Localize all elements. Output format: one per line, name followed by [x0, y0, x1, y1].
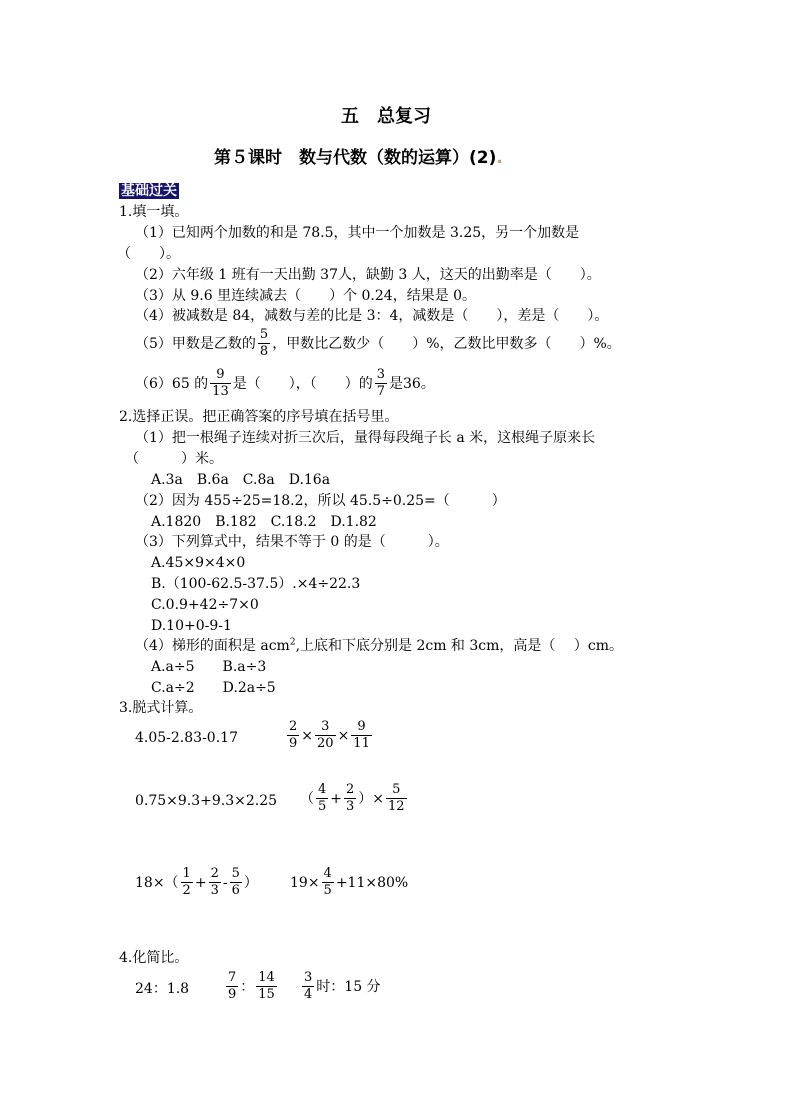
q3-expr2	[285, 719, 374, 752]
numerator: 5	[386, 782, 407, 799]
fraction	[386, 782, 407, 815]
numerator: 9	[351, 719, 372, 736]
denominator: 4	[304, 987, 313, 1002]
denominator: 12	[388, 799, 405, 814]
numerator: 14	[258, 970, 275, 985]
numerator: 4	[318, 782, 327, 797]
fraction	[316, 782, 328, 815]
fraction	[230, 866, 242, 899]
colon: ：	[240, 978, 255, 995]
denominator: 5	[318, 799, 327, 814]
fraction	[322, 866, 334, 899]
q3-expr4	[300, 782, 409, 815]
numerator: 2	[210, 866, 219, 881]
q1-item5	[135, 327, 621, 360]
q2-item1-options: A.3a B.6a C.8a D.16a	[151, 472, 331, 488]
plus-sign: +	[330, 790, 343, 807]
q4-ratio3	[300, 970, 381, 1003]
q3-expr1: 4.05-2.83-0.17	[135, 730, 238, 746]
open-paren: （	[300, 790, 314, 807]
fraction	[302, 970, 314, 1003]
denominator: 3	[346, 799, 355, 814]
fraction	[181, 866, 193, 899]
denominator: 15	[258, 987, 275, 1002]
fraction	[287, 719, 299, 752]
q1-item6	[135, 367, 435, 400]
numerator: 2	[346, 782, 355, 797]
q2-item1-line1: （1）把一根绳子连续对折三次后，量得每段绳子长 a 米，这根绳子原来长	[135, 430, 596, 446]
denominator: 7	[376, 384, 385, 399]
times-sign: ×	[337, 727, 350, 744]
numerator: 1	[182, 866, 191, 881]
q1-item6-text-b: 是（ ），（ ）的	[232, 375, 373, 392]
q2-item4	[135, 637, 623, 655]
numerator: 2	[289, 719, 298, 734]
q1-item6-fraction2	[375, 367, 387, 400]
q1-item6-text-c: 是36。	[389, 375, 435, 392]
q4-ratio1: 24：1.8	[135, 981, 190, 997]
q4-title: 4.化简比。	[119, 950, 189, 966]
numerator: 4	[323, 866, 332, 881]
q4-ratio3-text: 时：15 分	[316, 978, 381, 995]
denominator: 11	[353, 736, 370, 751]
q2-item3-option-b: B.（100-62.5-37.5）.×4÷22.3	[151, 576, 361, 592]
denominator: 3	[210, 883, 219, 898]
fraction	[344, 782, 356, 815]
fraction	[315, 719, 336, 752]
fraction	[351, 719, 372, 752]
denominator: 20	[317, 736, 334, 751]
q1-item4: （4）被减数是 84，减数与差的比是 3：4，减数是（ ），差是（ ）。	[135, 308, 609, 324]
q2-item3: （3）下列算式中，结果不等于 0 的是（ ）。	[135, 534, 449, 550]
q1-item1-line2: （ ）。	[117, 246, 180, 262]
plus-sign: +	[194, 874, 207, 891]
q3-expr6	[290, 866, 408, 899]
q2-item2: （2）因为 455÷25=18.2，所以 45.5÷0.25=（ ）	[135, 493, 506, 509]
minus-sign: -	[222, 874, 228, 891]
numerator: 7	[228, 970, 237, 985]
q3-expr3: 0.75×9.3+9.3×2.25	[135, 793, 278, 809]
section-tag	[119, 182, 179, 200]
close-paren-times: ）×	[358, 790, 385, 807]
numerator: 5	[231, 866, 240, 881]
lesson-subtitle-text: 第５课时 数与代数（数的运算）(2)	[214, 148, 497, 168]
q2-item3-option-a: A.45×9×4×0	[151, 555, 246, 571]
fraction	[256, 970, 277, 1003]
page-title: 五 总复习	[341, 106, 431, 127]
section-tag-label: 基础过关	[121, 183, 177, 199]
q1-item3: （3）从 9.6 里连续减去（ ）个 0.24，结果是 0。	[135, 288, 477, 304]
q2-item1-line2: （ ）米。	[125, 451, 223, 467]
q2-item3-option-c: C.0.9+42÷7×0	[151, 597, 259, 613]
denominator: 8	[259, 344, 269, 359]
numerator: 3	[376, 367, 385, 382]
q1-item6-fraction1	[210, 367, 231, 400]
q1-item6-text-a: （6）65 的	[135, 375, 209, 392]
q2-item4-text-a: （4）梯形的面积是 acm	[135, 638, 290, 654]
q2-item3-option-d: D.10+0-9-1	[151, 618, 232, 634]
denominator: 9	[228, 987, 237, 1002]
numerator: 3	[304, 970, 313, 985]
q4-ratio2	[224, 970, 279, 1003]
fraction	[226, 970, 238, 1003]
denominator: 9	[289, 736, 298, 751]
q1-item2: （2）六年级 1 班有一天出勤 37人，缺勤 3 人，这天的出勤率是（ ）。	[135, 267, 601, 283]
numerator: 5	[259, 327, 269, 342]
superscript: 2	[289, 637, 296, 648]
q3-expr5	[135, 866, 258, 899]
q1-item1-line1: （1）已知两个加数的和是 78.5，其中一个加数是 3.25，另一个加数是	[135, 225, 580, 241]
lesson-subtitle	[214, 149, 503, 167]
q3-expr5-text-a: 18×（	[135, 874, 179, 891]
numerator: 9	[210, 367, 231, 384]
denominator: 13	[212, 384, 229, 399]
q2-item2-options: A.1820 B.182 C.18.2 D.1.82	[151, 514, 377, 530]
q1-title: 1.填一填。	[119, 204, 189, 220]
q3-expr6-text-b: +11×80%	[335, 874, 409, 891]
q3-title: 3.脱式计算。	[119, 700, 203, 716]
numerator: 3	[315, 719, 336, 736]
q3-expr6-text-a: 19×	[290, 874, 320, 891]
q1-item5-text-a: （5）甲数是乙数的	[135, 335, 256, 352]
times-sign: ×	[301, 727, 314, 744]
q2-item4-text-b: ,上底和下底分别是 2cm 和 3cm，高是（ ）cm。	[295, 638, 623, 654]
q1-item5-text-b: ，甲数比乙数少（ ）%，乙数比甲数多（ ）%。	[272, 335, 621, 352]
close-paren: ）	[243, 874, 258, 891]
fraction	[209, 866, 221, 899]
denominator: 2	[182, 883, 191, 898]
denominator: 6	[231, 883, 240, 898]
q2-title: 2.选择正误。把正确答案的序号填在括号里。	[119, 409, 399, 425]
subtitle-dot: .	[496, 148, 503, 168]
q2-item4-options-2: C.a÷2 D.2a÷5	[151, 680, 276, 696]
q2-item4-options-1: A.a÷5 B.a÷3	[151, 659, 267, 675]
q1-item5-fraction	[258, 327, 270, 360]
denominator: 5	[323, 883, 332, 898]
